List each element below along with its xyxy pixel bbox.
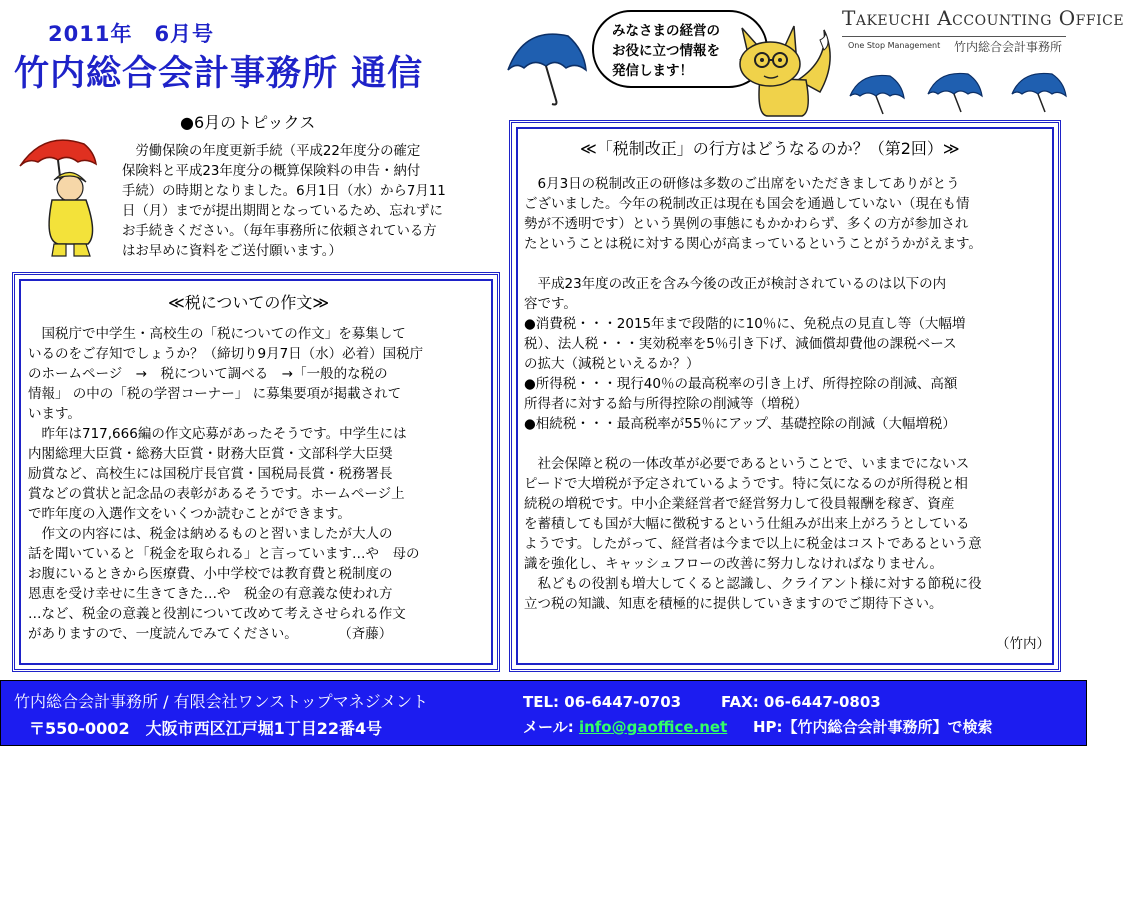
- umbrella-icon: [504, 26, 588, 106]
- footer-company: 竹内総合会計事務所 / 有限会社ワンストップマネジメント: [14, 692, 429, 711]
- tax-reform-title: ≪「税制改正」の行方はどうなるのか？（第2回）≫: [580, 139, 960, 158]
- newsletter-title: 竹内総合会計事務所 通信: [14, 54, 424, 94]
- contact-footer: [0, 680, 1087, 746]
- topics-heading: ●6月のトピックス: [180, 113, 316, 132]
- topics-text: 労働保険の年度更新手続（平成22年度分の確定 保険料と平成23年度分の概算保険料の申告・納付 手続）の時期となりました。6月1日（水）から7月11 日（月）までが提出期間となっているため、忘れずに お手続きください。（毎年事務所に依頼されている方 はお早めに資料をご送付願います。）: [122, 144, 446, 259]
- footer-address: 〒550-0002 大阪市西区江戸堀1丁目22番4号: [29, 719, 383, 738]
- logo-japanese-name: 竹内総合会計事務所: [954, 40, 1063, 54]
- umbrella-icon: [1010, 70, 1068, 116]
- footer-homepage: HP:【竹内総合会計事務所】で検索: [753, 718, 993, 736]
- footer-tel: TEL: 06-6447-0703: [523, 693, 682, 711]
- bubble-message: みなさまの経営の お役に立つ情報を 発信します！: [612, 23, 720, 79]
- mail-label: メール:: [523, 718, 574, 736]
- logo-divider: [842, 36, 1066, 37]
- essay-title: ≪税についての作文≫: [168, 293, 330, 312]
- footer-mail: [523, 716, 727, 737]
- issue-date: 2011年 6月号: [48, 22, 215, 46]
- tax-reform-text: 6月3日の税制改正の研修は多数のご出席をいただきましてありがとう ございました。今年の税制改正は現在も国会を通過していない（現在も情 勢が不透明です）という異例の事態にもかかわらず、多くの方が参加され たということは税に対する関心が高まっているということがうかがえます。 平成23年度の改正を含み今後の改正が検討されているのは以下の内 容です。 ●消費税・・・2015年まで段階的に10％に、免税点の見直し等（大幅増 税）、法人税・・・実効税率を5％引き下げ、減価償却費他の課税ベース の拡大（減税といえるか？） ●所得税・・・現行40％の最高税率の引き上げ、所得控除の削減、高額 所得者に対する給与所得控除の削減等（増税） ●相続税・・・最高税率が55％にアップ、基礎控除の削減（大幅増税） 社会保障と税の一体改革が必要であるということで、いままでにないス ピードで大増税が予定されているようです。特に気になるのが所得税と相 続税の増税です。中小企業経営者で経営努力して役員報酬を稼ぎ、資産 を蓄積しても国が大幅に徴税するという仕組みが出来上がろうとしている ようです。したがって、経営者は今まで以上に税金はコストであるという意 識を強化し、キャッシュフローの改善に努力しなければなりません。 私どもの役割も増大してくると認識し、クライアント様に対する節税に役 立つ税の知識、知恵を積極的に提供していきますのでご期待下さい。: [524, 176, 982, 612]
- company-logo-text: Takeuchi Accounting Office: [842, 6, 1124, 30]
- footer-fax: FAX: 06-6447-0803: [721, 693, 881, 711]
- fox-mascot-icon: [728, 20, 838, 120]
- logo-subtitle: One Stop Management: [848, 41, 941, 50]
- email-link[interactable]: info@gaoffice.net: [578, 718, 728, 736]
- child-with-umbrella-icon: [14, 130, 114, 260]
- umbrella-icon: [926, 70, 984, 116]
- essay-text: 国税庁で中学生・高校生の「税についての作文」を募集して いるのをご存知でしょうか？（締切り9月7日（水）必着）国税庁 のホームページ → 税について調べる →「一般的な税の 情報」 の中の「税の学習コーナー」 に募集要項が掲載されて います。 昨年は717,666編の作文応募があったそうです。中学生には 内閣総理大臣賞・総務大臣賞・財務大臣賞・文部科学大臣奨 励賞など、高校生には国税庁長官賞・国税局長賞・税務署長 賞などの賞状と記念品の表彰があるそうです。ホームページ上 で昨年度の入選作文をいくつか読むことができます。 作文の内容には、税金は納めるものと習いましたが大人の 話を聞いていると「税金を取られる」と言っています…や 母の お腹にいるときから医療費、小中学校では教育費と税制度の 恩恵を受け幸せに生きてきた…や 税金の有意義な使われ方 …など、税金の意義と役割について改めて考えさせられる作文 がありますので、一度読んでみてください。 （斉藤）: [28, 326, 424, 642]
- tax-reform-signature: （竹内）: [996, 636, 1050, 652]
- umbrella-icon: [848, 72, 906, 118]
